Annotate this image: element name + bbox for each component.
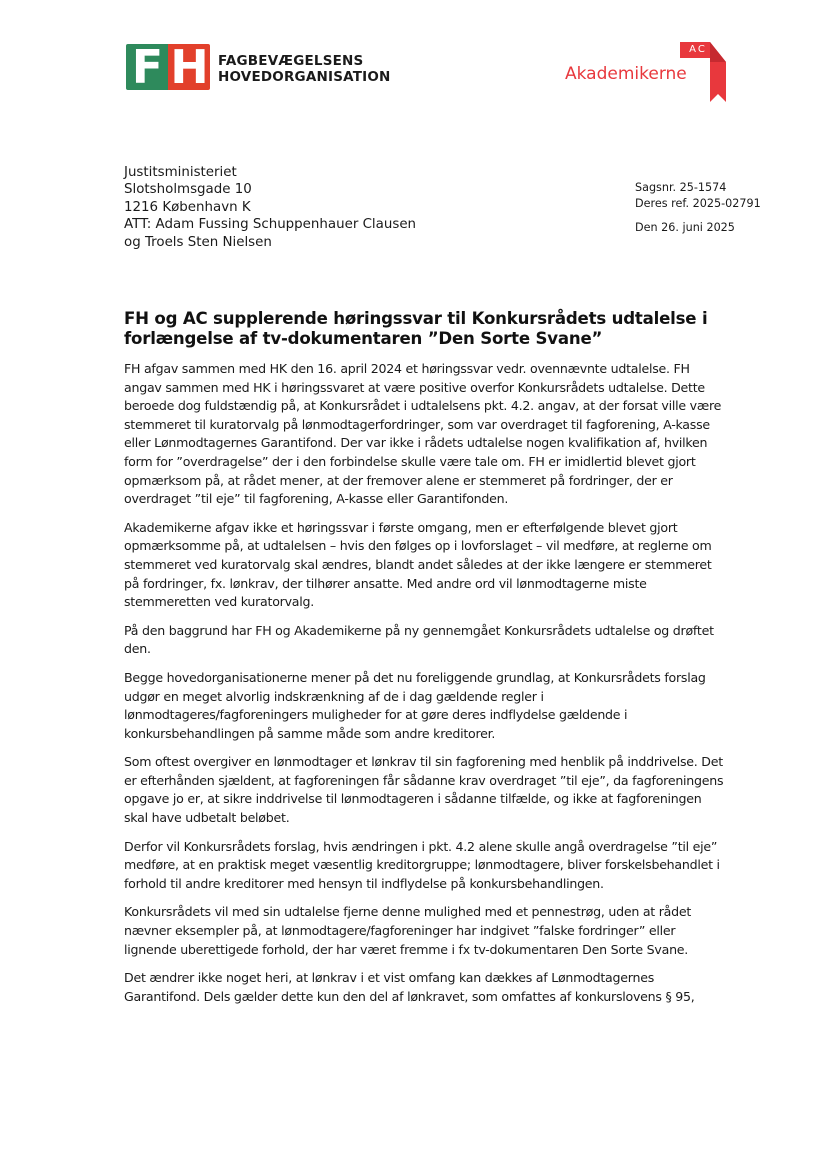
fh-organisation-name <box>218 53 391 85</box>
recipient-address <box>124 164 416 251</box>
address-line: Justitsministeriet <box>124 165 237 180</box>
body-paragraph: På den baggrund har FH og Akademikerne på ny gennemgået Konkursrådets udtalelse og drøftet den. <box>124 622 714 657</box>
fh-logo-letter-h: H <box>170 44 208 90</box>
case-number: Sagsnr. 25-1574 <box>635 181 727 194</box>
your-reference: Deres ref. 2025-02791 <box>635 197 761 210</box>
document-body <box>124 360 724 1016</box>
address-line: ATT: Adam Fussing Schuppenhauer Clausen <box>124 217 417 233</box>
address-line: og Troels Sten Nielsen <box>124 234 272 250</box>
ac-wordmark: Akademikerne <box>565 64 687 84</box>
document-title: FH og AC supplerende høringssvar til Konkursrådets udtalelse i forlængelse af tv-dokumentaren ”Den Sorte Svane” <box>124 309 708 348</box>
body-paragraph: FH afgav sammen med HK den 16. april 2024 et høringssvar vedr. ovennævnte udtalelse. FH angav sammen med HK i høringssvaret at være positive overfor Konkursrådets udtalelse. Dette beroede dog fuldstændig på, at Konkursrådet i udtalelsens pkt. 4.2. angav, at der forsat ville være stemmeret til kuratorvalg på lønmodtagerfordringer, som var overdraget til fagforening, A-kasse eller Lønmodtagernes Garantifond. Der var ikke i rådets udtalelse nogen kvalifikation af, hvilken form for ”overdragelse” der i den forbindelse skulle være tale om. FH er imidlertid blevet gjort opmærksom på, at rådet mener, at der fremover alene er stemmeret på fordringer, der er overdraget ”til eje” til fagforening, A-kasse eller Garantifonden. <box>124 361 722 507</box>
body-paragraph: Begge hovedorganisationerne mener på det nu foreliggende grundlag, at Konkursrådets forslag udgør en meget alvorlig indskrænkning af de i dag gældende regler i lønmodtageres/fagforeningers muligheder for at gøre deres indflydelse gældende i konkursbehandlingen på samme måde som andre kreditorer. <box>124 669 706 741</box>
fh-logo-red-block <box>168 44 210 90</box>
body-paragraph: Derfor vil Konkursrådets forslag, hvis ændringen i pkt. 4.2 alene skulle angå overdragelse ”til eje” medføre, at en praktisk meget væsentlig kreditorgruppe; lønmodtagere, bliver forskelsbehandlet i forhold til andre kreditorer med hensyn til indflydelse på konkursbehandlingen. <box>124 838 720 891</box>
fh-logo-green-block <box>126 44 168 90</box>
address-line: Slotsholmsgade 10 <box>124 182 252 198</box>
body-paragraph: Konkursrådets vil med sin udtalelse fjerne denne mulighed med et pennestrøg, uden at rådet nævner eksempler på, at lønmodtagere/fagforeninger har indgivet ”falske fordringer” eller lignende uberettigede forhold, der har været fremme i fx tv-dokumentaren Den Sorte Svane. <box>124 904 692 957</box>
letter-date: Den 26. juni 2025 <box>635 221 735 234</box>
akademikerne-logo <box>565 42 730 102</box>
body-paragraph: Det ændrer ikke noget heri, at lønkrav i et vist omfang kan dækkes af Lønmodtagernes Garantifond. Dels gælder dette kun den del af lønkravet, som omfattes af konkurslovens § 95, <box>124 970 695 1004</box>
ac-tag-label: AC <box>689 44 707 55</box>
fh-logo-letter-f: F <box>131 44 163 90</box>
case-metadata <box>635 180 761 236</box>
fh-name-line-1: FAGBEVÆGELSENS <box>218 53 364 69</box>
body-paragraph: Som oftest overgiver en lønmodtager et lønkrav til sin fagforening med henblik på inddrivelse. Det er efterhånden sjældent, at fagforeningen får sådanne krav overdraget ”til eje”, da fagforeningens opgave jo er, at sikre inddrivelse til lønmodtageren i sådanne tilfælde, og ikke at fagforeningen skal have udbetalt beløbet. <box>124 754 724 826</box>
fh-logo <box>126 44 210 90</box>
address-line: 1216 København K <box>124 199 251 215</box>
fh-name-line-2: HOVEDORGANISATION <box>218 69 391 85</box>
body-paragraph: Akademikerne afgav ikke et høringssvar i første omgang, men er efterfølgende blevet gjort opmærksomme på, at udtalelsen – hvis den følges op i lovforslaget – vil medføre, at reglerne om stemmeret ved kuratorvalg skal ændres, blandt andet således at der ikke længere er stemmeret på fordringer, fx. lønkrav, der tilhører ansatte. Med andre ord vil lønmodtagerne miste stemmeretten ved kuratorvalg. <box>124 519 712 610</box>
